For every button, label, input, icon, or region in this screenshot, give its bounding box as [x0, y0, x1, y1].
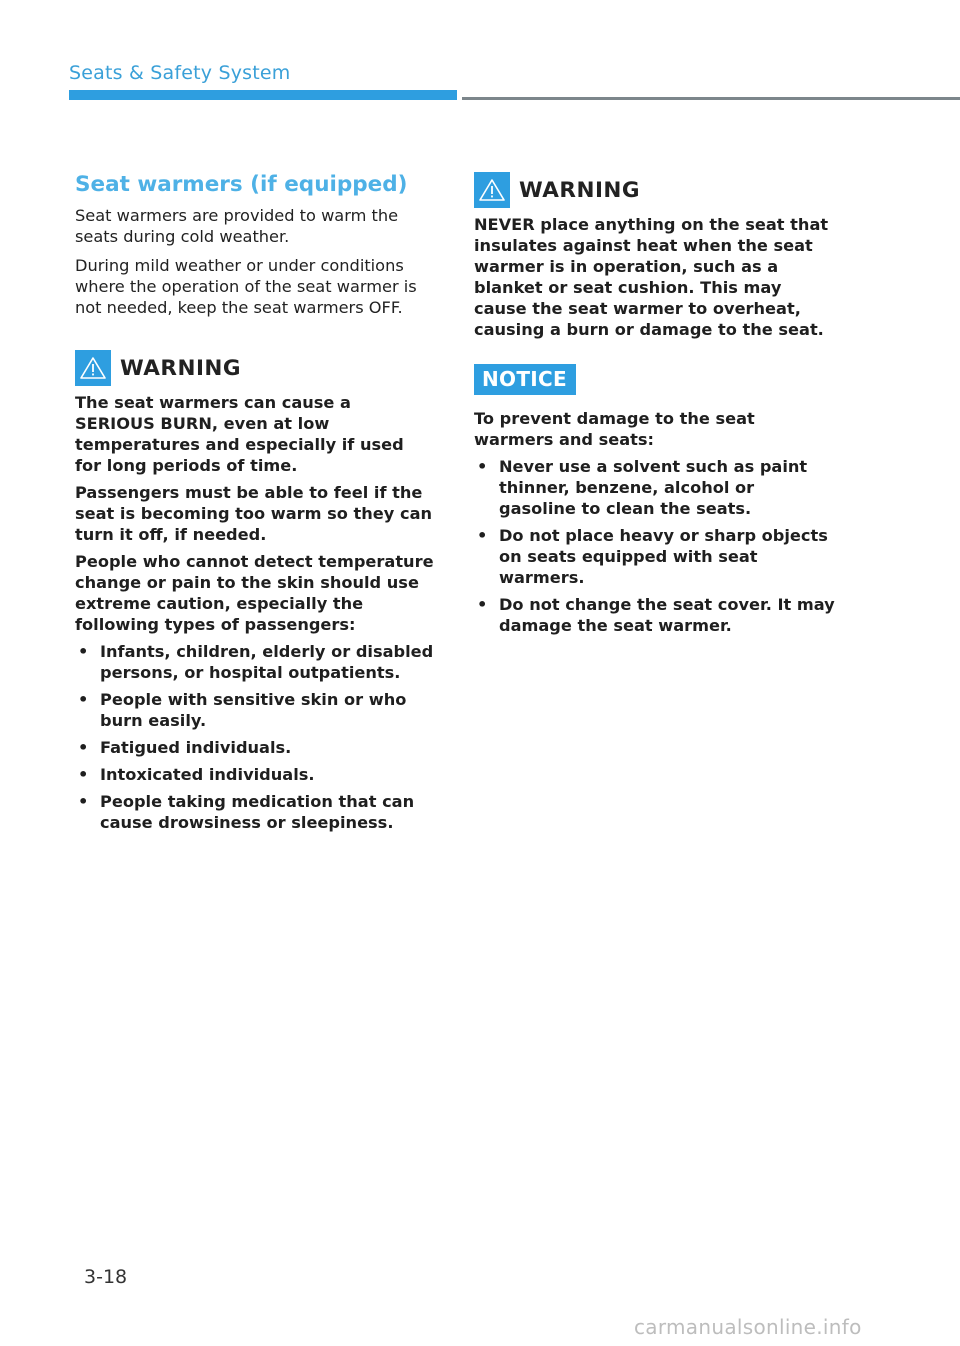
bullet-dot: • — [78, 690, 89, 709]
header-rule-blue — [69, 90, 457, 100]
list-item-text: People with sensitive skin or who burn easily. — [100, 690, 407, 730]
warning-paragraph: Passengers must be able to feel if the seat is becoming too warm so they can turn it off, if needed. — [75, 483, 433, 544]
warning-paragraph: NEVER place anything on the seat that insulates against heat when the seat warmer is in operation, such as a blanket or seat cushion. This may cause the seat warmer to overheat, causing a burn or damage to the seat. — [474, 215, 829, 339]
page-number: 3-18 — [84, 1266, 128, 1288]
list-item — [75, 791, 435, 833]
warning-label: WARNING — [519, 177, 641, 203]
list-item — [75, 689, 435, 731]
list-item — [75, 764, 435, 785]
warning-paragraph: People who cannot detect temperature change or pain to the skin should use extreme caution, especially the following types of passengers: — [75, 552, 434, 634]
bullet-dot: • — [78, 642, 89, 661]
list-item-text: People taking medication that can cause drowsiness or sleepiness. — [100, 792, 415, 832]
left-column — [75, 172, 435, 839]
body-paragraph: Seat warmers are provided to warm the seats during cold weather. — [75, 206, 399, 246]
notice-bullet-list — [474, 456, 836, 636]
list-item-text: Intoxicated individuals. — [100, 765, 315, 784]
list-item — [75, 737, 435, 758]
warning-paragraph: The seat warmers can cause a SERIOUS BURN, even at low temperatures and especially if used for long periods of time. — [75, 393, 404, 475]
list-item-text: Do not change the seat cover. It may damage the seat warmer. — [499, 595, 835, 635]
list-item-text: Infants, children, elderly or disabled persons, or hospital outpatients. — [100, 642, 434, 682]
warning-triangle-icon — [75, 350, 111, 386]
warning-triangle-icon — [474, 172, 510, 208]
notice-intro: To prevent damage to the seat warmers and seats: — [474, 409, 755, 449]
header-rule-gray — [462, 97, 960, 100]
list-item — [75, 641, 435, 683]
warning-header — [75, 350, 435, 386]
bullet-dot: • — [78, 792, 89, 811]
bullet-dot: • — [477, 526, 488, 545]
list-item — [474, 456, 836, 519]
section-title: Seat warmers (if equipped) — [75, 172, 408, 197]
bullet-dot: • — [477, 595, 488, 614]
list-item-text: Fatigued individuals. — [100, 738, 292, 757]
list-item-text: Never use a solvent such as paint thinner, benzene, alcohol or gasoline to clean the seats. — [499, 457, 808, 518]
list-item — [474, 594, 836, 636]
warning-bullet-list — [75, 641, 435, 833]
warning-header — [474, 172, 836, 208]
list-item-text: Do not place heavy or sharp objects on seats equipped with seat warmers. — [499, 526, 828, 587]
watermark: carmanualsonline.info — [634, 1315, 862, 1339]
warning-label: WARNING — [120, 355, 242, 381]
list-item — [474, 525, 836, 588]
bullet-dot: • — [78, 738, 89, 757]
right-column — [474, 172, 836, 642]
notice-badge: NOTICE — [474, 364, 576, 395]
bullet-dot: • — [78, 765, 89, 784]
bullet-dot: • — [477, 457, 488, 476]
body-paragraph: During mild weather or under conditions where the operation of the seat warmer is not needed, keep the seat warmers OFF. — [75, 256, 417, 317]
section-header: Seats & Safety System — [69, 62, 291, 84]
